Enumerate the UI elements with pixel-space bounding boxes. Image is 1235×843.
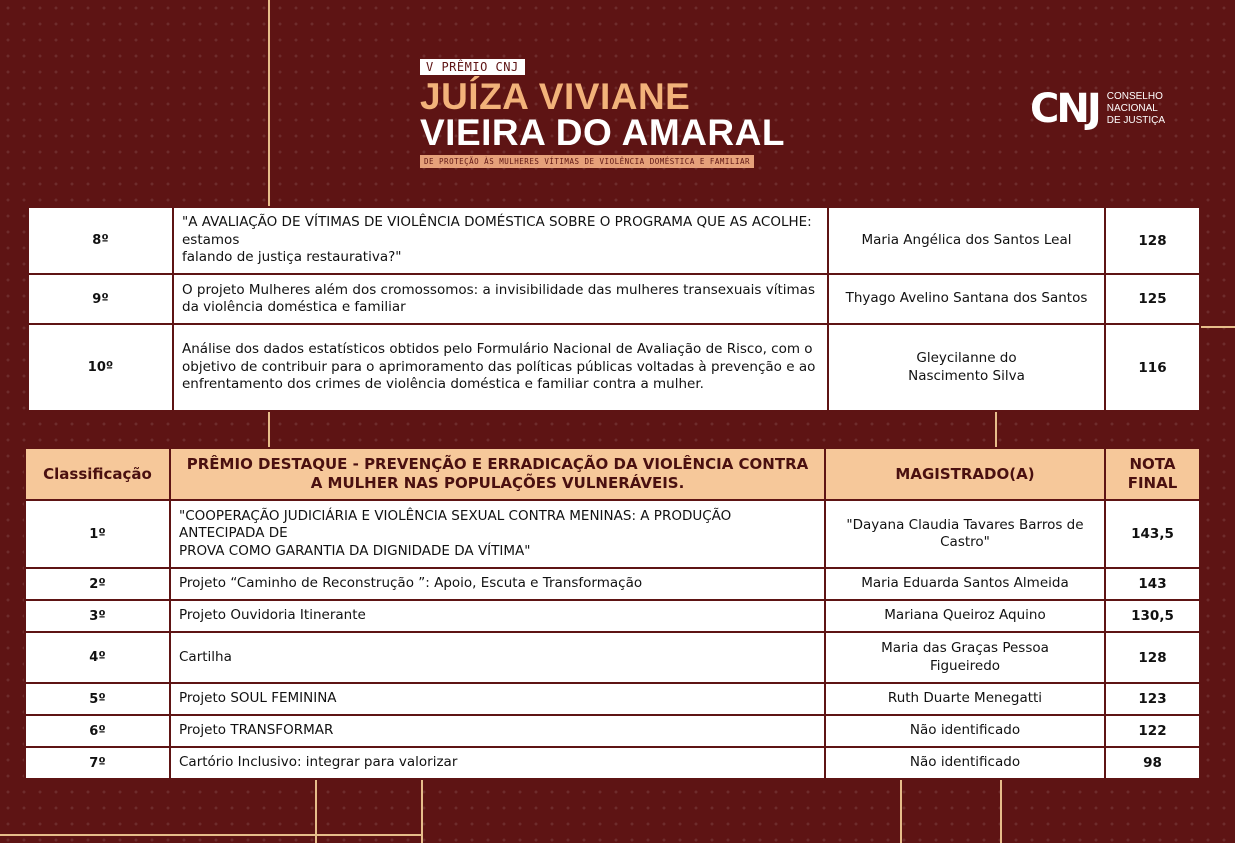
- score-cell: 125: [1105, 274, 1200, 324]
- table-row: [25, 568, 1200, 600]
- score-cell: 123: [1105, 683, 1200, 715]
- project-title-cell: O projeto Mulheres além dos cromossomos: a invisibilidade das mulheres transexuais vítimas da violência doméstica e familiar: [173, 274, 828, 324]
- ranking-table-continued: [27, 206, 1201, 412]
- header-magistrado: MAGISTRADO(A): [825, 448, 1105, 500]
- table-row: [25, 715, 1200, 747]
- rank-cell: 10º: [28, 324, 173, 411]
- score-cell: 128: [1105, 207, 1200, 274]
- decorative-line: [268, 0, 270, 206]
- score-cell: 98: [1105, 747, 1200, 779]
- table-row: [25, 500, 1200, 568]
- magistrate-cell: Maria das Graças Pessoa Figueiredo: [825, 632, 1105, 683]
- rank-cell: 7º: [25, 747, 170, 779]
- magistrate-cell: Não identificado: [825, 747, 1105, 779]
- award-subtitle: DE PROTEÇÃO ÀS MULHERES VÍTIMAS DE VIOLÊNCIA DOMÉSTICA E FAMILIAR: [420, 155, 754, 168]
- magistrate-cell: Não identificado: [825, 715, 1105, 747]
- project-title-cell: Cartilha: [170, 632, 825, 683]
- header-nota-final: NOTA FINAL: [1105, 448, 1200, 500]
- award-title-line1: JUÍZA VIVIANE: [420, 76, 691, 117]
- header-premio-destaque: PRÊMIO DESTAQUE - PREVENÇÃO E ERRADICAÇÃO DA VIOLÊNCIA CONTRA A MULHER NAS POPULAÇÕES VULNERÁVEIS.: [170, 448, 825, 500]
- project-title-cell: Projeto “Caminho de Reconstrução ”: Apoio, Escuta e Transformação: [170, 568, 825, 600]
- score-cell: 143,5: [1105, 500, 1200, 568]
- table-row: [28, 207, 1200, 274]
- project-title-cell: Projeto Ouvidoria Itinerante: [170, 600, 825, 632]
- project-title: "COOPERAÇÃO JUDICIÁRIA E VIOLÊNCIA SEXUAL CONTRA MENINAS: A PRODUÇÃO ANTECIPADA DE PROVA COMO GARANTIA DA DIGNIDADE DA VÍTIMA": [179, 507, 732, 559]
- decorative-line: [1199, 326, 1235, 328]
- project-title-cell: Análise dos dados estatísticos obtidos pelo Formulário Nacional de Avaliação de Risco, com o objetivo de contribuir para o aprimoramento das políticas públicas voltadas à prevenção e ao enfrentamento dos crimes de violência doméstica e familiar contra a mulher.: [173, 324, 828, 411]
- magistrate-cell: Thyago Avelino Santana dos Santos: [828, 274, 1105, 324]
- project-title: "A AVALIAÇÃO DE VÍTIMAS DE VIOLÊNCIA DOMÉSTICA SOBRE O PROGRAMA QUE AS ACOLHE: estamos falando de justiça restaurativa?": [182, 214, 812, 266]
- cnj-logo: [1030, 86, 1165, 132]
- table-header-row: [25, 448, 1200, 500]
- table-row: [25, 683, 1200, 715]
- score-cell: 128: [1105, 632, 1200, 683]
- magistrate-cell: Maria Angélica dos Santos Leal: [828, 207, 1105, 274]
- magistrate-cell: Ruth Duarte Menegatti: [825, 683, 1105, 715]
- ranking-table-destaque: [24, 447, 1201, 780]
- decorative-line: [995, 410, 997, 448]
- project-title-cell: Projeto TRANSFORMAR: [170, 715, 825, 747]
- magistrate-cell: [828, 324, 1105, 411]
- score-cell: 143: [1105, 568, 1200, 600]
- decorative-line: [0, 834, 423, 836]
- magistrate-cell: Maria Eduarda Santos Almeida: [825, 568, 1105, 600]
- magistrate-cell: Mariana Queiroz Aquino: [825, 600, 1105, 632]
- rank-cell: 4º: [25, 632, 170, 683]
- decorative-line: [1000, 776, 1002, 843]
- project-title-cell: [173, 207, 828, 274]
- rank-cell: 9º: [28, 274, 173, 324]
- rank-cell: 3º: [25, 600, 170, 632]
- header-classificacao: Classificação: [25, 448, 170, 500]
- decorative-line: [421, 776, 423, 843]
- rank-cell: 1º: [25, 500, 170, 568]
- cnj-logo-line: CONSELHO: [1106, 91, 1163, 102]
- rank-cell: 2º: [25, 568, 170, 600]
- score-cell: 116: [1105, 324, 1200, 411]
- score-cell: 122: [1105, 715, 1200, 747]
- score-cell: 130,5: [1105, 600, 1200, 632]
- decorative-line: [900, 776, 902, 843]
- cnj-logo-text: [1107, 91, 1165, 127]
- project-title-cell: Cartório Inclusivo: integrar para valorizar: [170, 747, 825, 779]
- cnj-logo-line: DE JUSTIÇA: [1106, 115, 1166, 126]
- table-row: [25, 600, 1200, 632]
- project-title-cell: [170, 500, 825, 568]
- magistrate-name: Gleycilanne do Nascimento Silva: [908, 350, 1025, 384]
- table-row: [28, 274, 1200, 324]
- award-edition-tag: V PRÊMIO CNJ: [420, 59, 525, 75]
- award-title-line2: VIEIRA DO AMARAL: [420, 112, 785, 153]
- cnj-logo-line: NACIONAL: [1106, 103, 1158, 114]
- project-title-cell: Projeto SOUL FEMININA: [170, 683, 825, 715]
- table-row: [28, 324, 1200, 411]
- decorative-line: [315, 776, 317, 843]
- rank-cell: 5º: [25, 683, 170, 715]
- table-row: [25, 632, 1200, 683]
- award-header: [420, 58, 785, 169]
- rank-cell: 6º: [25, 715, 170, 747]
- cnj-logo-mark: CNJ: [1030, 86, 1099, 132]
- magistrate-cell: "Dayana Claudia Tavares Barros de Castro": [825, 500, 1105, 568]
- decorative-line: [268, 410, 270, 448]
- rank-cell: 8º: [28, 207, 173, 274]
- table-row: [25, 747, 1200, 779]
